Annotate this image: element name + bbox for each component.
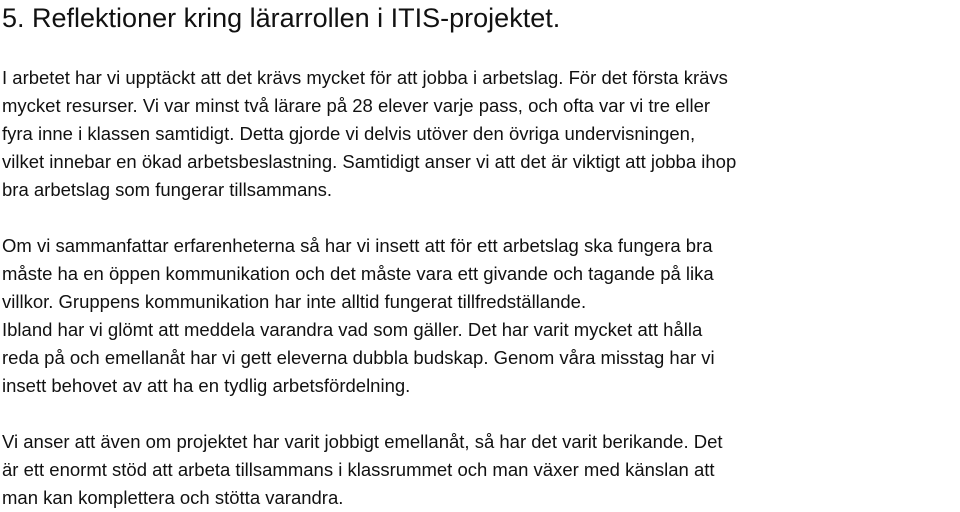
text-line: insett behovet av att ha en tydlig arbetsfördelning. [2,375,411,396]
text-line: villkor. Gruppens kommunikation har inte alltid fungerat tillfredställande. [2,291,587,312]
text-line: Ibland har vi glömt att meddela varandra vad som gäller. Det har varit mycket att hålla [2,319,703,340]
section-heading: 5. Reflektioner kring lärarrollen i ITIS-projektet. [2,3,561,33]
paragraph-conclusion [2,428,960,512]
text-line: Om vi sammanfattar erfarenheterna så har vi insett att för ett arbetslag ska fungera bra [2,235,713,256]
text-line: fyra inne i klassen samtidigt. Detta gjorde vi delvis utöver den övriga undervisningen, [2,123,696,144]
text-line: Vi anser att även om projektet har varit jobbigt emellanåt, så har det varit berikande. Det [2,431,723,452]
text-line: vilket innebar en ökad arbetsbeslastning. Samtidigt anser vi att det är viktigt att jobba ihop [2,151,737,172]
text-line: måste ha en öppen kommunikation och det måste vara ett givande och tagande på lika [2,263,714,284]
paragraph-resources [2,64,960,204]
paragraph-communication [2,232,960,400]
text-line: är ett enormt stöd att arbeta tillsammans i klassrummet och man växer med känslan att [2,459,715,480]
text-line: bra arbetslag som fungerar tillsammans. [2,179,333,200]
text-line: reda på och emellanåt har vi gett eleverna dubbla budskap. Genom våra misstag har vi [2,347,715,368]
text-line: I arbetet har vi upptäckt att det krävs mycket för att jobba i arbetslag. För det första krävs [2,67,728,88]
text-line: mycket resurser. Vi var minst två lärare på 28 elever varje pass, och ofta var vi tre eller [2,95,711,116]
text-line: man kan komplettera och stötta varandra. [2,487,344,508]
